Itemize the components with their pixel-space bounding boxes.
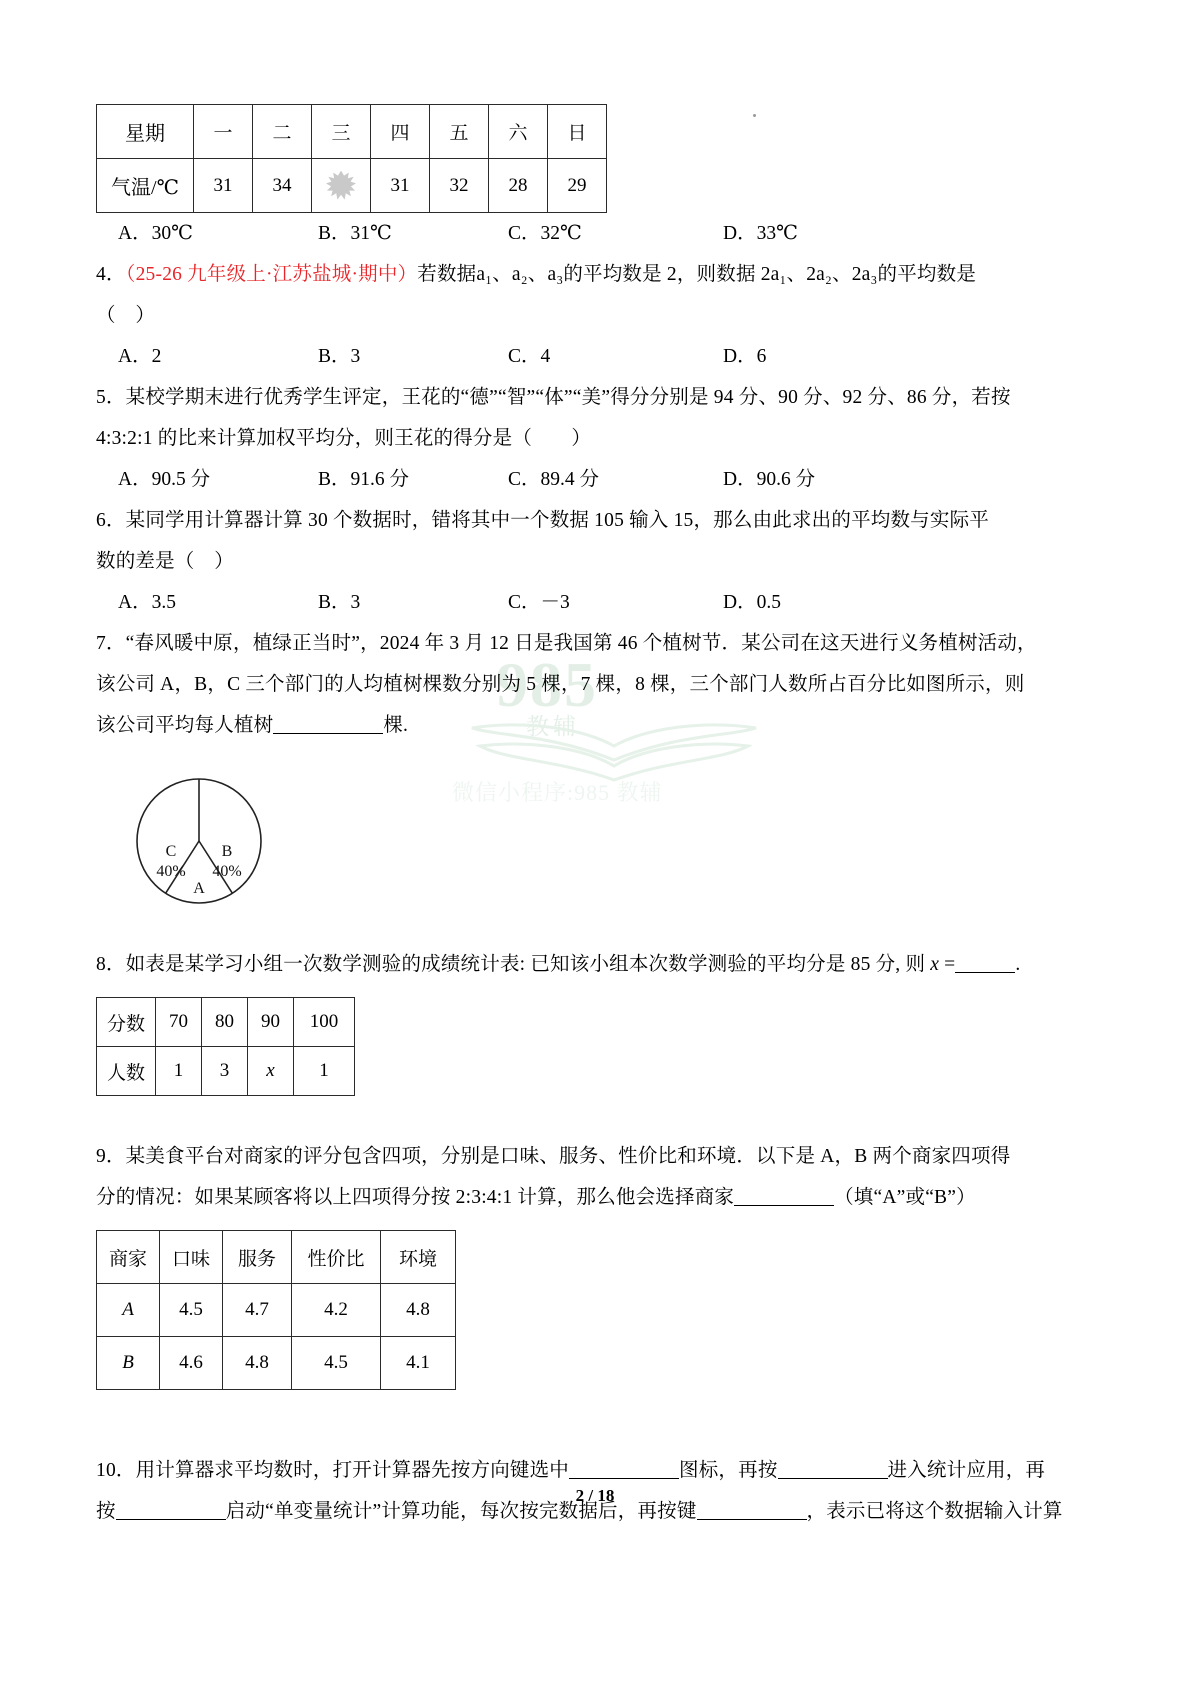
q5-option-d[interactable]: D．90.6 分 xyxy=(723,469,816,490)
q4-number: 4． xyxy=(96,264,126,285)
q9-line1: 某美食平台对商家的评分包含四项，分别是口味、服务、性价比和环境．以下是 A，B 两个商家四项得 xyxy=(125,1146,1011,1167)
table-row-temps xyxy=(97,159,607,213)
temp-cell-hidden xyxy=(312,159,371,213)
pie-chart-svg xyxy=(124,766,274,916)
table-row-header xyxy=(97,1231,456,1284)
q4-option-b[interactable]: B．3 xyxy=(318,346,361,367)
q10-blank-2[interactable] xyxy=(778,1459,888,1479)
question-5 xyxy=(96,377,1096,418)
weekday-cell: 三 xyxy=(312,105,371,159)
q8-line1-pre: 如表是某学习小组一次数学测验的成绩统计表: 已知该小组本次数学测验的平均分是 85 分, 则 xyxy=(125,954,931,975)
watermark-text: 微信小程序:985 教辅 xyxy=(452,780,663,805)
q5-line1: 某校学期末进行优秀学生评定，王花的“德”“智”“体”“美”得分分别是 94 分、90 分、92 分、86 分，若按 xyxy=(125,387,1011,408)
q9-line2-pre: 分的情况：如果某顾客将以上四项得分按 2:3:4:1 计算，那么他会选择商家 xyxy=(96,1187,735,1208)
q7-line2: 该公司 A，B，C 三个部门的人均植树棵数分别为 5 棵，7 棵，8 棵，三个部门人数所占百分比如图所示，则 xyxy=(96,674,1025,695)
q10-s3: 进入统计应用，再 xyxy=(887,1460,1046,1481)
count-cell: 3 xyxy=(202,1047,248,1096)
q6-number: 6． xyxy=(96,510,126,531)
document-content xyxy=(96,104,1096,1532)
q10-s5: 启动“单变量统计”计算功能，每次按完数据后，再按键 xyxy=(225,1501,697,1522)
q6-line1: 某同学用计算器计算 30 个数据时，错将其中一个数据 105 输入 15，那么由此求出的平均数与实际平 xyxy=(125,510,989,531)
score-cell: 70 xyxy=(156,998,202,1047)
question-7 xyxy=(96,623,1096,664)
q10-s1: 用计算器求平均数时，打开计算器先按方向键选中 xyxy=(135,1460,570,1481)
q8-variable: x xyxy=(930,954,940,975)
q10-s2: 图标，再按 xyxy=(679,1460,778,1481)
temp-cell: 31 xyxy=(194,159,253,213)
score-cell: 80 xyxy=(202,998,248,1047)
pie-slice-label-b-name: B xyxy=(221,843,233,860)
pie-slice-label-c-percent: 40% xyxy=(156,863,186,880)
score-cell: 90 xyxy=(248,998,294,1047)
q3-options xyxy=(96,213,1096,254)
weekday-cell: 六 xyxy=(489,105,548,159)
weekday-cell: 一 xyxy=(194,105,253,159)
count-cell: 1 xyxy=(156,1047,202,1096)
weather-table xyxy=(96,104,607,213)
q5-options xyxy=(96,459,1096,500)
table-row-scores xyxy=(97,998,355,1047)
pie-chart xyxy=(124,766,274,916)
weekday-cell: 日 xyxy=(548,105,607,159)
pie-slice-label-c-name: C xyxy=(165,843,177,860)
page-footer: 2 / 18 xyxy=(575,1486,615,1505)
temp-cell: 34 xyxy=(253,159,312,213)
weather-row-label-temp: 气温/℃ xyxy=(97,159,194,213)
q3-option-b[interactable]: B．31℃ xyxy=(318,223,392,244)
watermark-985: 985 xyxy=(496,649,598,720)
pie-slice-label-a-name: A xyxy=(193,880,205,897)
q10-number: 10． xyxy=(96,1460,136,1481)
table-row xyxy=(97,1284,456,1337)
table-row-counts xyxy=(97,1047,355,1096)
merch-value-cell: 4.5 xyxy=(160,1284,223,1337)
merch-header-cell: 商家 xyxy=(97,1231,160,1284)
merch-value-cell: 4.2 xyxy=(292,1284,381,1337)
q8-number: 8． xyxy=(96,954,126,975)
q10-blank-4[interactable] xyxy=(697,1500,807,1520)
question-4 xyxy=(96,254,1096,295)
merch-value-cell: 4.7 xyxy=(223,1284,292,1337)
merchants-table xyxy=(96,1230,456,1390)
q7-answer-blank[interactable] xyxy=(273,714,383,734)
q9-line2 xyxy=(96,1177,1096,1218)
q8-equals: = xyxy=(939,954,956,975)
weekday-cell: 五 xyxy=(430,105,489,159)
count-cell-variable: x xyxy=(248,1047,294,1096)
q4-continuation: （ ） xyxy=(96,305,156,326)
merch-header-cell: 性价比 xyxy=(292,1231,381,1284)
q9-answer-blank[interactable] xyxy=(734,1186,834,1206)
merch-value-cell: 4.8 xyxy=(223,1337,292,1390)
question-8 xyxy=(96,944,1096,985)
merch-header-cell: 服务 xyxy=(223,1231,292,1284)
merch-name-cell: A xyxy=(97,1284,160,1337)
table-row xyxy=(97,1337,456,1390)
watermark-jiaofu: 教辅 xyxy=(526,714,580,739)
merch-value-cell: 4.1 xyxy=(381,1337,456,1390)
q3-option-d[interactable]: D．33℃ xyxy=(723,223,798,244)
q7-number: 7． xyxy=(96,633,126,654)
q6-option-a[interactable]: A．3.5 xyxy=(118,592,176,613)
question-9 xyxy=(96,1136,1096,1177)
q7-line3-post: 棵. xyxy=(383,715,409,736)
q10-blank-3[interactable] xyxy=(116,1500,226,1520)
q10-s6: ，表示已将这个数据输入计算 xyxy=(806,1501,1063,1522)
q5-option-a[interactable]: A．90.5 分 xyxy=(118,469,211,490)
q7-line1: “春风暖中原，植绿正当时”，2024 年 3 月 12 日是我国第 46 个植树节．某公司在这天进行义务植树活动， xyxy=(125,633,1037,654)
temp-cell: 32 xyxy=(430,159,489,213)
merch-value-cell: 4.8 xyxy=(381,1284,456,1337)
q5-line2: 4:3:2:1 的比来计算加权平均分，则王花的得分是（ ） xyxy=(96,428,592,449)
temp-cell: 31 xyxy=(371,159,430,213)
q6-options xyxy=(96,582,1096,623)
q6-line2: 数的差是（ ） xyxy=(96,551,234,572)
merch-value-cell: 4.6 xyxy=(160,1337,223,1390)
count-cell: 1 xyxy=(294,1047,355,1096)
weather-row-label-week: 星期 xyxy=(97,105,194,159)
q10-s4: 按 xyxy=(96,1501,116,1522)
q4-option-c[interactable]: C．4 xyxy=(508,346,551,367)
weekday-cell: 四 xyxy=(371,105,430,159)
score-cell: 100 xyxy=(294,998,355,1047)
q4-text: 若数据a₁、a₂、a₃的平均数是 2，则数据 2a₁、2a₂、2a₃的平均数是 xyxy=(417,264,977,285)
q10-line2 xyxy=(96,1491,1096,1532)
q10-blank-1[interactable] xyxy=(569,1459,679,1479)
q9-number: 9． xyxy=(96,1146,126,1167)
question-10 xyxy=(96,1450,1096,1491)
q4-option-d[interactable]: D．6 xyxy=(723,346,767,367)
merch-value-cell: 4.5 xyxy=(292,1337,381,1390)
weekday-cell: 二 xyxy=(253,105,312,159)
question-6 xyxy=(96,500,1096,541)
q5-option-c[interactable]: C．89.4 分 xyxy=(508,469,600,490)
q7-line3 xyxy=(96,705,1096,746)
starburst-icon xyxy=(326,171,356,201)
q8-line1-post: . xyxy=(1015,954,1021,975)
merch-header-cell: 环境 xyxy=(381,1231,456,1284)
q4-options xyxy=(96,336,1096,377)
q6-option-c[interactable]: C．－3 xyxy=(508,592,570,613)
table-row-weekdays xyxy=(97,105,607,159)
scores-row-label: 分数 xyxy=(97,998,156,1047)
q3-option-c[interactable]: C．32℃ xyxy=(508,223,582,244)
q7-line3-pre: 该公司平均每人植树 xyxy=(96,715,274,736)
pie-slice-label-b-percent: 40% xyxy=(212,863,242,880)
temp-cell: 28 xyxy=(489,159,548,213)
q4-source: （25-26 九年级上·江苏盐城·期中） xyxy=(125,264,418,285)
q5-number: 5． xyxy=(96,387,126,408)
scores-table xyxy=(96,997,355,1096)
temp-cell: 29 xyxy=(548,159,607,213)
q6-option-d[interactable]: D．0.5 xyxy=(723,592,781,613)
merch-header-cell: 口味 xyxy=(160,1231,223,1284)
counts-row-label: 人数 xyxy=(97,1047,156,1096)
q3-option-a[interactable]: A．30℃ xyxy=(118,223,193,244)
merch-name-cell: B xyxy=(97,1337,160,1390)
q4-option-a[interactable]: A．2 xyxy=(118,346,162,367)
q9-line2-post: （填“A”或“B”） xyxy=(834,1187,976,1208)
q6-option-b[interactable]: B．3 xyxy=(318,592,361,613)
q5-option-b[interactable]: B．91.6 分 xyxy=(318,469,410,490)
q8-answer-blank[interactable] xyxy=(955,953,1015,973)
